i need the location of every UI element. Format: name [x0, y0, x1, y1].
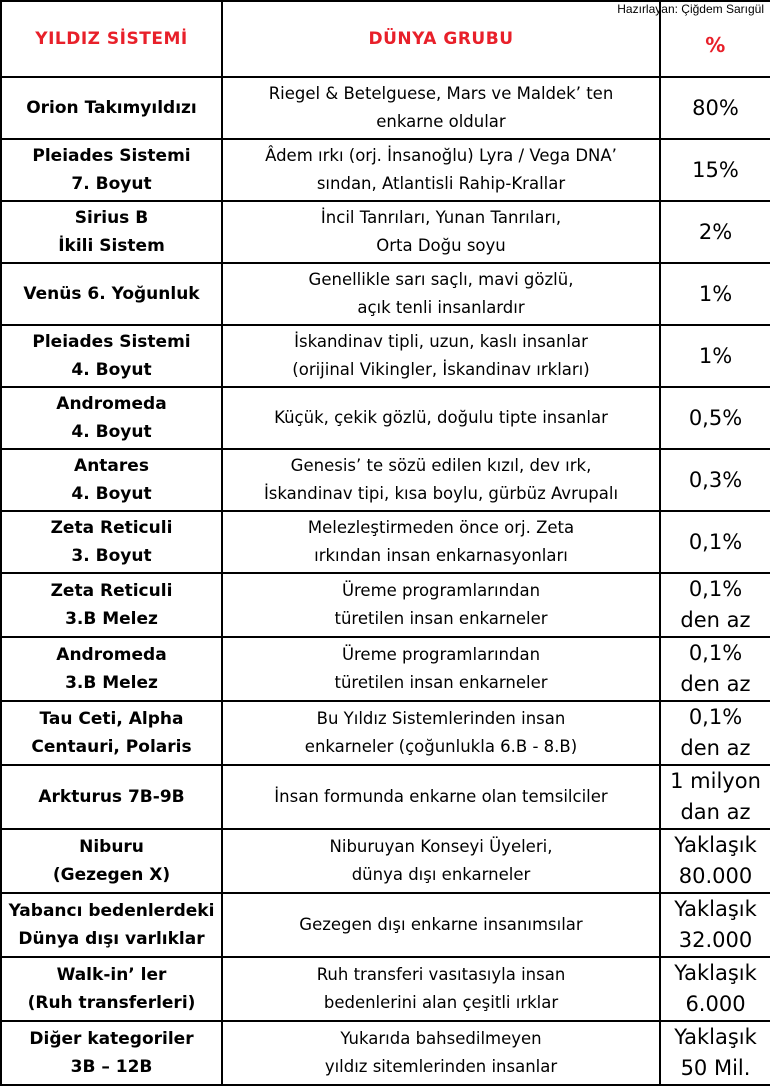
percent-cell [660, 765, 770, 829]
system-cell-line: Sirius B [74, 208, 149, 228]
system-cell [1, 893, 222, 957]
group-cell [222, 77, 660, 139]
group-cell-line: İnsan formunda enkarne olan temsilciler [274, 787, 608, 806]
percent-cell-line: Yaklaşık [674, 961, 757, 985]
system-cell-line: Andromeda [56, 394, 167, 414]
group-cell-line: Orta Doğu soyu [376, 236, 506, 255]
percent-cell [660, 957, 770, 1021]
percent-cell [660, 449, 770, 511]
group-cell [222, 449, 660, 511]
system-cell [1, 263, 222, 325]
percent-cell [660, 511, 770, 573]
percent-cell-line: den az [680, 608, 751, 632]
system-cell [1, 701, 222, 765]
percent-cell-line: 0,1% [688, 577, 743, 601]
group-cell-line: dünya dışı enkarneler [351, 865, 531, 884]
percent-cell [660, 263, 770, 325]
system-cell-line: Antares [74, 456, 149, 476]
system-cell-line: Zeta Reticuli [50, 581, 173, 601]
table-row [1, 325, 770, 387]
percent-cell-line: 15% [692, 157, 739, 182]
percent-cell-line: 80% [692, 95, 739, 120]
system-cell [1, 77, 222, 139]
table-body [1, 77, 770, 1085]
system-cell [1, 201, 222, 263]
system-cell-line: Venüs 6. Yoğunluk [23, 284, 200, 304]
percent-cell-line: 1% [698, 281, 733, 306]
percent-cell-line: 1 milyon [670, 769, 761, 793]
group-cell-line: türetilen insan enkarneler [334, 609, 548, 628]
table-row [1, 201, 770, 263]
system-cell-line: Andromeda [56, 645, 167, 665]
percent-cell-line: Yaklaşık [674, 1025, 757, 1049]
percent-cell-line: 32.000 [678, 928, 753, 952]
group-cell [222, 893, 660, 957]
system-cell-line: Diğer kategoriler [29, 1029, 194, 1049]
group-cell-line: Ruh transferi vasıtasıyla insan [316, 965, 566, 984]
group-cell-line: Melezleştirmeden önce orj. Zeta [307, 518, 575, 537]
header-system: YILDIZ SİSTEMİ [1, 1, 222, 77]
percent-cell [660, 701, 770, 765]
group-cell-line: İskandinav tipi, kısa boylu, gürbüz Avrupalı [263, 484, 619, 503]
percent-cell [660, 637, 770, 701]
group-cell-line: Üreme programlarından [341, 581, 541, 600]
group-cell-line: (orijinal Vikingler, İskandinav ırkları) [292, 360, 590, 379]
percent-cell-line: 80.000 [678, 864, 753, 888]
system-cell-line: 3. Boyut [71, 546, 152, 566]
table-row [1, 637, 770, 701]
group-cell [222, 829, 660, 893]
system-cell-line: Yabancı bedenlerdeki [8, 901, 215, 921]
system-cell-line: (Gezegen X) [52, 865, 171, 885]
table-row [1, 701, 770, 765]
group-cell [222, 201, 660, 263]
group-cell-line: Âdem ırkı (orj. İnsanoğlu) Lyra / Vega DNA’ [265, 146, 617, 165]
group-cell-line: Küçük, çekik gözlü, doğulu tipte insanlar [274, 408, 608, 427]
system-cell-line: Arkturus 7B-9B [38, 787, 185, 807]
percent-cell-line: 0,3% [688, 467, 743, 492]
system-cell-line: Orion Takımyıldızı [26, 98, 197, 118]
table-row [1, 511, 770, 573]
percent-cell [660, 325, 770, 387]
system-cell [1, 511, 222, 573]
group-cell-line: bedenlerini alan çeşitli ırklar [323, 993, 559, 1012]
percent-cell-line: Yaklaşık [674, 833, 757, 857]
system-cell-line: 3.B Melez [65, 609, 158, 629]
group-cell-line: Niburuyan Konseyi Üyeleri, [329, 837, 553, 856]
percent-cell [660, 893, 770, 957]
system-cell-line: Pleiades Sistemi [32, 146, 191, 166]
system-cell-line: 4. Boyut [71, 360, 152, 380]
system-cell [1, 765, 222, 829]
group-cell-line: türetilen insan enkarneler [334, 673, 548, 692]
table-row [1, 387, 770, 449]
percent-cell-line: 1% [698, 343, 733, 368]
percent-cell [660, 77, 770, 139]
group-cell-line: yıldız sitemlerinden insanlar [324, 1057, 558, 1076]
group-cell [222, 765, 660, 829]
group-cell [222, 139, 660, 201]
table-row [1, 1021, 770, 1085]
percent-cell-line: 50 Mil. [680, 1056, 751, 1080]
group-cell-line: Yukarıda bahsedilmeyen [340, 1029, 542, 1048]
system-cell-line: Centauri, Polaris [31, 737, 192, 757]
system-cell [1, 573, 222, 637]
group-cell-line: açık tenli insanlardır [357, 298, 525, 317]
group-cell [222, 637, 660, 701]
group-cell-line: enkarneler (çoğunlukla 6.B - 8.B) [304, 737, 578, 756]
group-cell [222, 1021, 660, 1085]
percent-cell-line: 0,1% [688, 529, 743, 554]
table-row [1, 893, 770, 957]
system-cell [1, 957, 222, 1021]
table-row [1, 957, 770, 1021]
table-row [1, 829, 770, 893]
group-cell-line: Gezegen dışı enkarne insanımsılar [299, 915, 583, 934]
group-cell [222, 325, 660, 387]
group-cell [222, 387, 660, 449]
table-row [1, 765, 770, 829]
system-cell-line: Walk-in’ ler [56, 965, 167, 985]
system-cell [1, 387, 222, 449]
group-cell-line: Genellikle sarı saçlı, mavi gözlü, [308, 270, 574, 289]
group-cell [222, 573, 660, 637]
system-cell-line: Zeta Reticuli [50, 518, 173, 538]
table-row [1, 573, 770, 637]
system-cell-line: Niburu [79, 837, 144, 857]
credit-text: Hazırlayan: Çiğdem Sarıgül [617, 2, 764, 16]
group-cell [222, 701, 660, 765]
group-cell-line: Genesis’ te sözü edilen kızıl, dev ırk, [290, 456, 592, 475]
system-cell-line: Dünya dışı varlıklar [18, 929, 205, 949]
percent-cell-line: Yaklaşık [674, 897, 757, 921]
group-cell-line: İskandinav tipli, uzun, kaslı insanlar [294, 332, 588, 351]
percent-cell [660, 139, 770, 201]
system-cell [1, 829, 222, 893]
group-cell [222, 263, 660, 325]
header-group: DÜNYA GRUBU [222, 1, 660, 77]
percent-cell-line: 0,1% [688, 705, 743, 729]
group-cell-line: Üreme programlarından [341, 645, 541, 664]
system-cell-line: 4. Boyut [71, 422, 152, 442]
percent-cell-line: den az [680, 736, 751, 760]
system-cell-line: 3B – 12B [70, 1057, 153, 1077]
percent-cell [660, 573, 770, 637]
group-cell-line: sından, Atlantisli Rahip-Krallar [316, 174, 566, 193]
percent-cell [660, 829, 770, 893]
table-row [1, 449, 770, 511]
system-cell-line: (Ruh transferleri) [27, 993, 196, 1013]
system-cell-line: 3.B Melez [65, 673, 158, 693]
group-cell-line: ırkından insan enkarnasyonları [314, 546, 568, 565]
percent-cell-line: 0,1% [688, 641, 743, 665]
percent-cell-line: den az [680, 672, 751, 696]
table-row [1, 263, 770, 325]
header-percent: % [660, 1, 770, 77]
table-row [1, 77, 770, 139]
group-cell-line: Riegel & Betelguese, Mars ve Maldek’ ten [268, 84, 614, 103]
group-cell-line: Bu Yıldız Sistemlerinden insan [316, 709, 566, 728]
percent-cell-line: dan az [680, 800, 751, 824]
percent-cell-line: 0,5% [688, 405, 743, 430]
table-row [1, 139, 770, 201]
group-cell-line: enkarne oldular [376, 112, 506, 131]
percent-cell [660, 1021, 770, 1085]
system-cell-line: 4. Boyut [71, 484, 152, 504]
group-cell [222, 957, 660, 1021]
system-cell-line: Pleiades Sistemi [32, 332, 191, 352]
group-cell [222, 511, 660, 573]
system-cell-line: Tau Ceti, Alpha [39, 709, 184, 729]
system-cell [1, 139, 222, 201]
system-cell [1, 325, 222, 387]
system-cell-line: 7. Boyut [71, 174, 152, 194]
system-cell-line: İkili Sistem [58, 236, 165, 256]
percent-cell-line: 6.000 [685, 992, 746, 1016]
group-cell-line: İncil Tanrıları, Yunan Tanrıları, [320, 208, 562, 227]
system-cell [1, 449, 222, 511]
system-cell [1, 637, 222, 701]
percent-cell [660, 201, 770, 263]
system-cell [1, 1021, 222, 1085]
percent-cell [660, 387, 770, 449]
percent-cell-line: 2% [698, 219, 733, 244]
